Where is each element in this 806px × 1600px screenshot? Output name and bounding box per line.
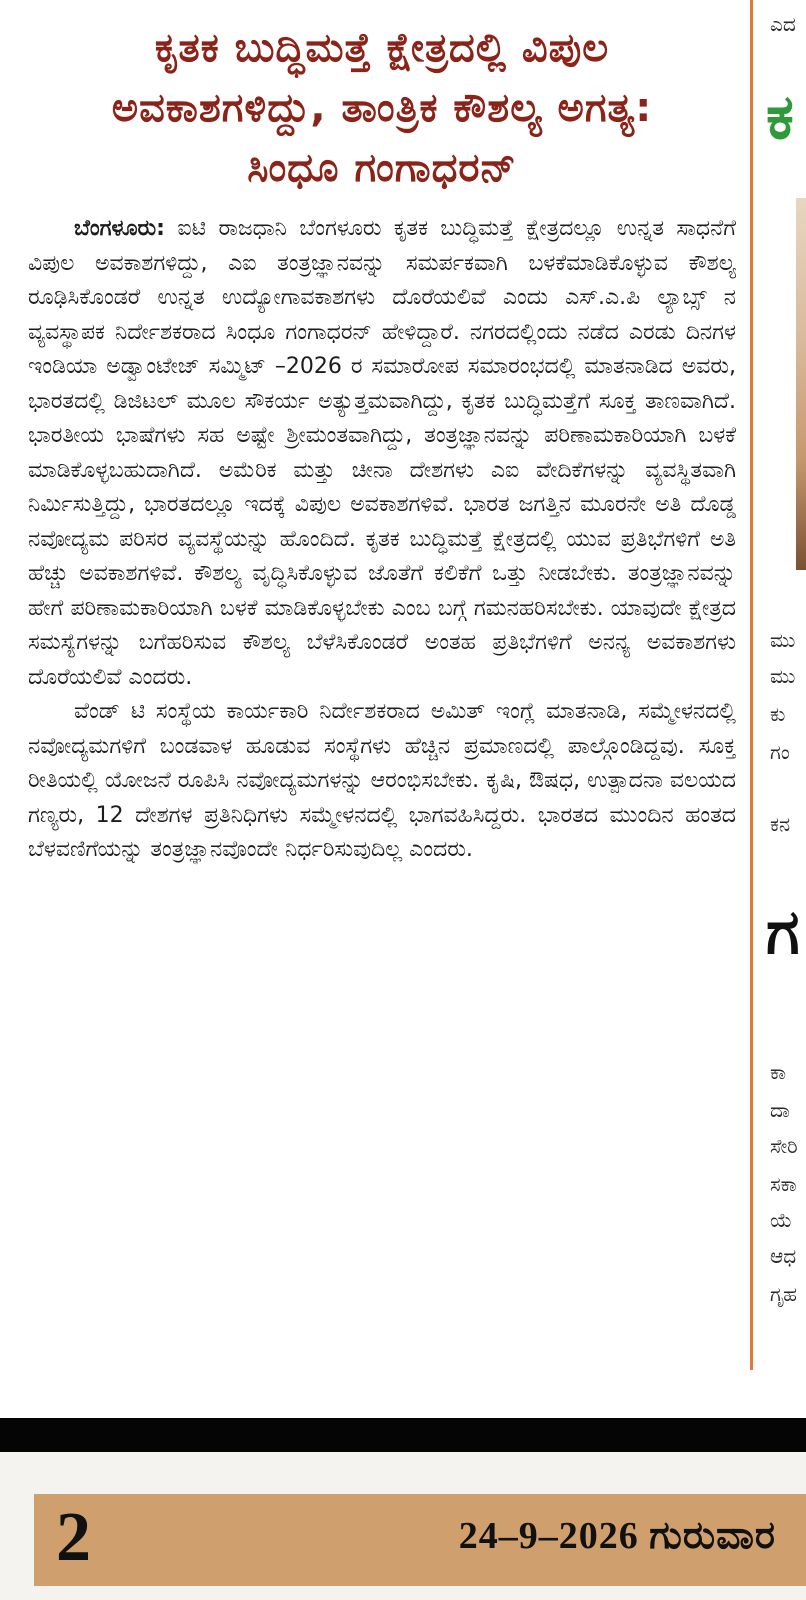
paragraph <box>28 695 736 868</box>
adjacent-photo <box>796 198 806 570</box>
paragraph-text: ಐಟಿ ರಾಜಧಾನಿ ಬೆಂಗಳೂರು ಕೃತಕ ಬುದ್ಧಿಮತ್ತೆ ಕ್ಷೇತ್ರದಲ್ಲೂ ಉನ್ನತ ಸಾಧನೆಗೆ ವಿಪುಲ ಅವಕಾಶಗಳಿದ್ದು, ಎಐ ತಂತ್ರಜ್ಞಾನವನ್ನು ಸಮರ್ಪಕವಾಗಿ ಬಳಕೆಮಾಡಿಕೊಳ್ಳುವ ಕೌಶಲ್ಯ ರೂಢಿಸಿಕೊಂಡರೆ ಉನ್ನತ ಉದ್ಯೋಗಾವಕಾಶಗಳು ದೊರೆಯಲಿವೆ ಎಂದು ಎಸ್.ಎ.ಪಿ ಲ್ಯಾಬ್ಸ್ ನ ವ್ಯವಸ್ಥಾಪಕ ನಿರ್ದೇಶಕರಾದ ಸಿಂಧೂ ಗಂಗಾಧರನ್ ಹೇಳಿದ್ದಾರೆ. ನಗರದಲ್ಲಿಂದು ನಡೆದ ಎರಡು ದಿನಗಳ ಇಂಡಿಯಾ ಅಡ್ವಾಂಟೇಜ್ ಸಮ್ಮಿಟ್ –2026 ರ ಸಮಾರೋಪ ಸಮಾರಂಭದಲ್ಲಿ ಮಾತನಾಡಿದ ಅವರು, ಭಾರತದಲ್ಲಿ ಡಿಜಿಟಲ್ ಮೂಲ ಸೌಕರ್ಯ ಅತ್ಯುತ್ತಮವಾಗಿದ್ದು, ಕೃತಕ ಬುದ್ಧಿಮತ್ತೆಗೆ ಸೂಕ್ತ ತಾಣವಾಗಿದೆ. ಭಾರತೀಯ ಭಾಷೆಗಳು ಸಹ ಅಷ್ಟೇ ಶ್ರೀಮಂತವಾಗಿದ್ದು, ತಂತ್ರಜ್ಞಾನವನ್ನು ಪರಿಣಾಮಕಾರಿಯಾಗಿ ಬಳಕೆ ಮಾಡಿಕೊಳ್ಳಬಹುದಾಗಿದೆ. ಅಮೆರಿಕ ಮತ್ತು ಚೀನಾ ದೇಶಗಳು ಎಐ ವೇದಿಕೆಗಳನ್ನು ವ್ಯವಸ್ಥಿತವಾಗಿ ನಿರ್ಮಿಸುತ್ತಿದ್ದು, ಭಾರತದಲ್ಲೂ ಇದಕ್ಕೆ ವಿಪುಲ ಅವಕಾಶಗಳಿವೆ. ಭಾರತ ಜಗತ್ತಿನ ಮೂರನೇ ಅತಿ ದೊಡ್ಡ ನವೋದ್ಯಮ ಪರಿಸರ ವ್ಯವಸ್ಥೆಯನ್ನು ಹೊಂದಿದೆ. ಕೃತಕ ಬುದ್ಧಿಮತ್ತೆ ಕ್ಷೇತ್ರದಲ್ಲಿ ಯುವ ಪ್ರತಿಭೆಗಳಿಗೆ ಅತಿ ಹೆಚ್ಚು ಅವಕಾಶಗಳಿವೆ. ಕೌಶಲ್ಯ ವೃದ್ಧಿಸಿಕೊಳ್ಳುವ ಜೊತೆಗೆ ಕಲಿಕೆಗೆ ಒತ್ತು ನೀಡಬೇಕು. ತಂತ್ರಜ್ಞಾನವನ್ನು ಹೇಗೆ ಪರಿಣಾಮಕಾರಿಯಾಗಿ ಬಳಕೆ ಮಾಡಿಕೊಳ್ಳಬೇಕು ಎಂಬ ಬಗ್ಗೆ ಗಮನಹರಿಸಬೇಕು. ಯಾವುದೇ ಕ್ಷೇತ್ರದ ಸಮಸ್ಯೆಗಳನ್ನು ಬಗೆಹರಿಸುವ ಕೌಶಲ್ಯ ಬೆಳೆಸಿಕೊಂಡರೆ ಅಂತಹ ಪ್ರತಿಭೆಗಳಿಗೆ ಅನನ್ಯ ಅವಕಾಶಗಳು ದೊರೆಯಲಿವೆ ಎಂದರು. <box>28 216 736 690</box>
headline-line: ಸಿಂಧೂ ಗಂಗಾಧರನ್ <box>247 145 517 191</box>
dateline: ಬೆಂಗಳೂರು: <box>74 216 165 241</box>
adjacent-text: ಕನ <box>770 812 791 836</box>
adjacent-text: ಎದ <box>770 12 796 36</box>
headline-line: ಕೃತಕ ಬುದ್ಧಿಮತ್ತೆ ಕ್ಷೇತ್ರದಲ್ಲಿ ವಿಪುಲ <box>154 25 610 71</box>
adjacent-text: ಕು <box>770 702 786 726</box>
paragraph <box>28 212 736 695</box>
issue-date: 24–9–2026 ಗುರುವಾರ <box>458 1515 776 1557</box>
adjacent-text: ಕಾ <box>770 1060 787 1084</box>
adjacent-text: ಸಕಾ <box>770 1172 797 1196</box>
column-divider <box>750 0 753 1370</box>
headline-line: ಅವಕಾಶಗಳಿದ್ದು, ತಾಂತ್ರಿಕ ಕೌಶಲ್ಯ ಅಗತ್ಯ: <box>111 85 653 131</box>
adjacent-text: ದಾ <box>770 1098 790 1122</box>
adjacent-heading: ಗ <box>766 895 800 968</box>
adjacent-text: ಗೃಹ <box>770 1282 798 1306</box>
page-number: 2 <box>56 1499 91 1576</box>
adjacent-text: ಯೆ <box>770 1208 793 1232</box>
headline <box>28 18 736 198</box>
paragraph-text: ವೆಂಡ್ ಟಿ ಸಂಸ್ಥೆಯ ಕಾರ್ಯಕಾರಿ ನಿರ್ದೇಶಕರಾದ ಅಮಿತ್ ಇಂಗ್ಲೆ ಮಾತನಾಡಿ, ಸಮ್ಮೇಳನದಲ್ಲಿ ನವೋದ್ಯಮಗಳಿಗೆ ಬಂಡವಾಳ ಹೂಡುವ ಸಂಸ್ಥೆಗಳು ಹೆಚ್ಚಿನ ಪ್ರಮಾಣದಲ್ಲಿ ಪಾಲ್ಗೊಂಡಿದ್ದವು. ಸೂಕ್ತ ರೀತಿಯಲ್ಲಿ ಯೋಜನೆ ರೂಪಿಸಿ ನವೋದ್ಯಮಗಳನ್ನು ಆರಂಭಿಸಬೇಕು. ಕೃಷಿ, ಔಷಧ, ಉತ್ಪಾದನಾ ವಲಯದ ಗಣ್ಯರು, 12 ದೇಶಗಳ ಪ್ರತಿನಿಧಿಗಳು ಸಮ್ಮೇಳನದಲ್ಲಿ ಭಾಗವಹಿಸಿದ್ದರು. ಭಾರತದ ಮುಂದಿನ ಹಂತದ ಬೆಳವಣಿಗೆಯನ್ನು ತಂತ್ರಜ್ಞಾನವೊಂದೇ ನಿರ್ಧರಿಸುವುದಿಲ್ಲ ಎಂದರು. <box>28 699 736 862</box>
article <box>28 18 736 868</box>
article-body <box>28 212 736 868</box>
page-footer <box>34 1494 806 1586</box>
adjacent-heading: ಕ <box>766 80 794 153</box>
adjacent-column <box>756 0 806 1370</box>
adjacent-text: ಸೇರಿ <box>770 1134 798 1158</box>
adjacent-text: ಗಂ <box>770 740 790 764</box>
adjacent-text: ಆಧ <box>770 1244 797 1268</box>
adjacent-text: ಮು <box>770 664 796 688</box>
adjacent-text: ಮು <box>770 628 796 652</box>
page-edge-band <box>0 1418 806 1452</box>
